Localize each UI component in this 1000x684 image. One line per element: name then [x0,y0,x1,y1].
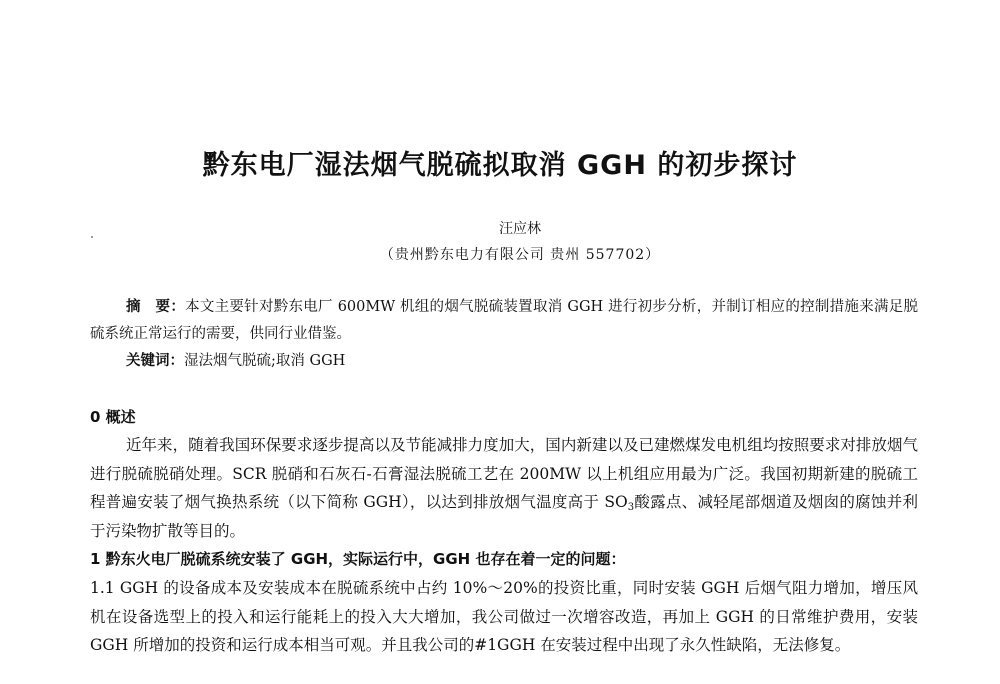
keywords-label: 关键词： [126,353,184,369]
abstract-text: 本文主要针对黔东电厂 600MW 机组的烟气脱硫装置取消 GGH 进行初步分析，并制订相应的控制措施来满足脱硫系统正常运行的需要，供同行业借鉴。 [90,299,919,342]
section-heading-ggh-problems: 1 黔东火电厂脱硫系统安装了 GGH，实际运行中，GGH 也存在着一定的问题： [90,550,626,568]
author-name: 汪应林 [499,221,541,237]
so3-subscript: 3 [627,502,635,513]
paragraph-1-1: 1.1 GGH 的设备成本及安装成本在脱硫系统中占约 10%～20%的投资比重，同时安装 GGH 后烟气阻力增加，增压风机在设备选型上的投入和运行能耗上的投入大大增加，我公司做过一次增容改造，再加上 GGH 的日常维护费用，安装 GGH 所增加的投资和运行成本相当可观。并且我公司的#1GGH 在安装过程中出现了永久性缺陷，无法修复。 [90,579,918,654]
abstract [90,294,918,348]
keywords-text: 湿法烟气脱硫;取消 GGH [184,353,346,369]
abstract-label: 摘 要： [126,299,186,315]
section-heading-overview: 0 概述 [90,408,136,426]
keywords [126,348,345,375]
overview-paragraph [90,431,918,545]
overview-text-part2: 酸露点、减轻尾部烟道及烟囱的腐蚀并利于污染物扩散等目的。 [90,493,918,540]
overview-text-part1: 近年来，随着我国环保要求逐步提高以及节能减排力度加大，国内新建以及已建燃煤发电机组均按照要求对排放烟气进行脱硫脱硝处理。SCR 脱硝和石灰石-石膏湿法脱硫工艺在 200MW 以上机组应用最为广泛。我国初期新建的脱硫工程普遍安装了烟气换热系统（以下简称 GGH），以达到排放烟气温度高于 SO [90,436,918,511]
author-affiliation: （贵州黔东电力有限公司 贵州 557702） [379,247,661,263]
paper-title: 黔东电厂湿法烟气脱硫拟取消 GGH 的初步探讨 [202,150,798,181]
